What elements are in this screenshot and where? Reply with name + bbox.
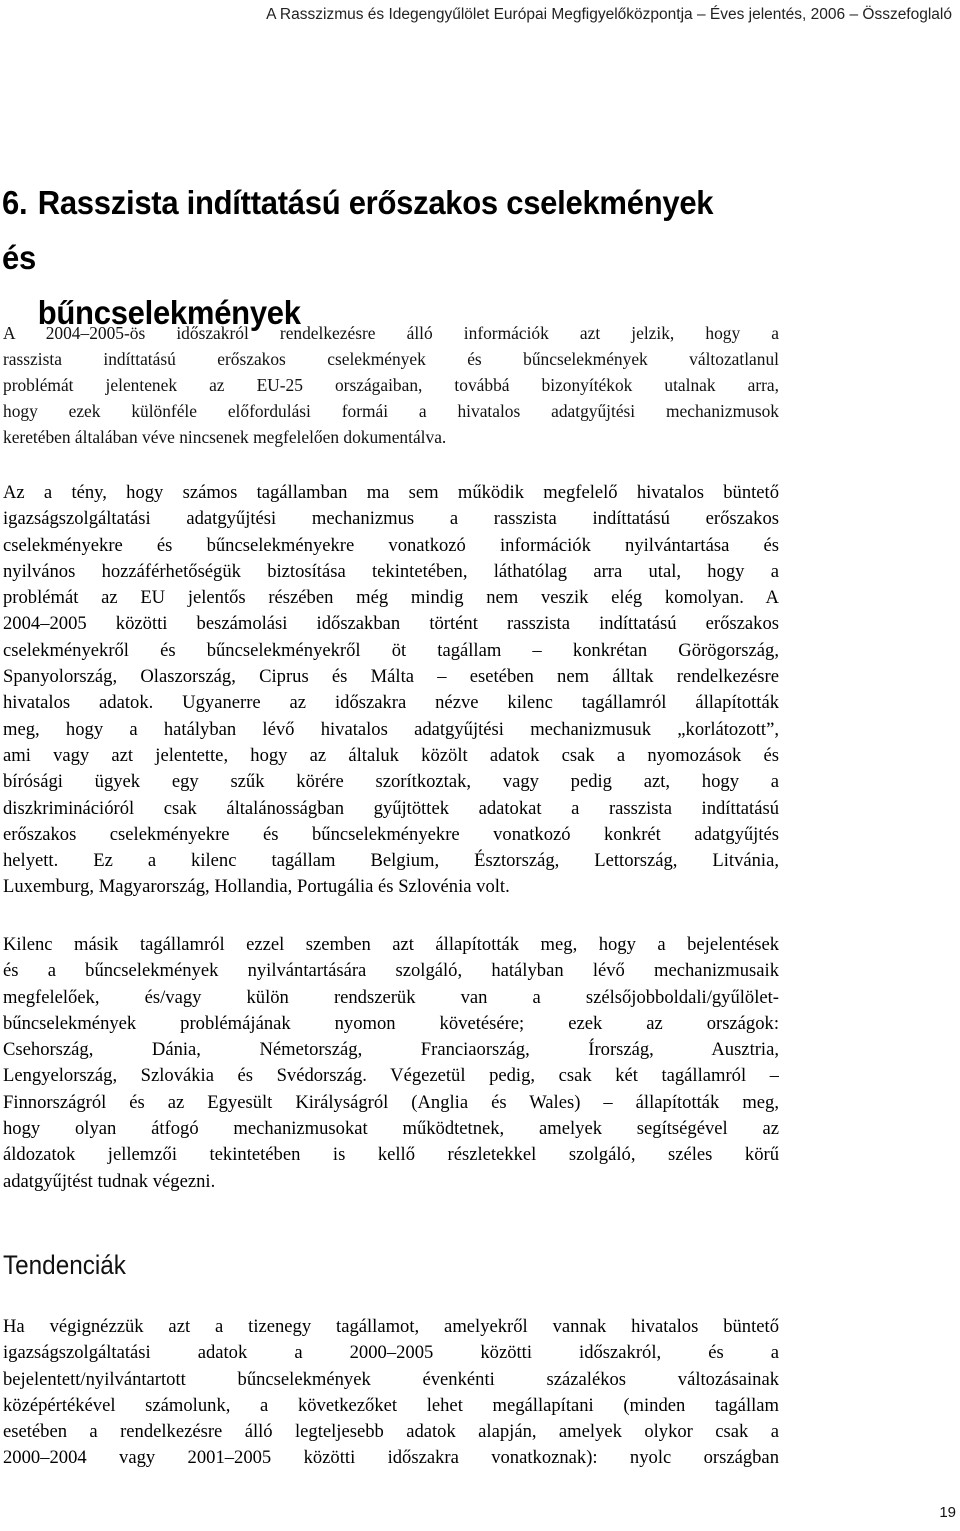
paragraph-line: hogy ezek különféle előfordulási formái a hivatalos adatgyűjtési mechanizmusok xyxy=(3,401,779,421)
paragraph-line: meg, hogy a hatályban lévő hivatalos adatgyűjtési mechanizmusuk „korlátozott”, xyxy=(3,718,779,740)
chapter-title-line2: bűncselekmények xyxy=(37,294,301,331)
paragraph-line: adatgyűjtést tudnak végezni. xyxy=(3,1170,216,1192)
paragraph-line: 2004–2005 közötti beszámolási időszakban történt rasszista indíttatású erőszakos xyxy=(3,613,779,635)
paragraph-line: Ha végignézzük azt a tizenegy tagállamot, amelyekről vannak hivatalos büntető xyxy=(3,1316,779,1337)
paragraph-line: bírósági ügyek egy szűk körére szorítkoztak, vagy pedig azt, hogy a xyxy=(3,771,779,793)
paragraph-line: Kilenc másik tagállamról ezzel szemben azt állapították meg, hogy a bejelentések xyxy=(3,934,779,955)
paragraph-data-collection xyxy=(3,480,779,901)
paragraph-line: problémát az EU jelentős részében még mindig nem veszik elég komolyan. A xyxy=(3,587,779,609)
paragraph-line: áldozatok jellemzői tekintetében is kellő részletekkel szolgáló, széles körű xyxy=(3,1144,779,1166)
paragraph-line: Lengyelország, Szlovákia és Svédország. Végezetül pedig, csak két tagállamról – xyxy=(3,1065,779,1087)
section-heading: Tendenciák xyxy=(3,1250,126,1280)
running-header: A Rasszizmus és Idegengyűlölet Európai Megfigyelőközpontja – Éves jelentés, 2006 – Összefoglaló xyxy=(266,6,952,23)
paragraph-line: igazságszolgáltatási adatok a 2000–2005 közötti időszakról, és a xyxy=(3,1342,779,1364)
paragraph-line: esetében a rendelkezésre álló legteljesebb adatok alapján, amelyek olykor csak a xyxy=(3,1421,779,1443)
paragraph-line: A 2004–2005-ös időszakról rendelkezésre álló információk azt jelzik, hogy a xyxy=(3,323,779,343)
paragraph-line: Spanyolország, Olaszország, Ciprus és Málta – esetében nem álltak rendelkezésre xyxy=(3,666,779,688)
paragraph-line: helyett. Ez a kilenc tagállam Belgium, Észtország, Lettország, Litvánia, xyxy=(3,850,779,872)
paragraph-line: hogy olyan átfogó mechanizmusokat működtetnek, amelyek segítségével az xyxy=(3,1118,779,1140)
paragraph-line: problémát jelentenek az EU-25 országaiban, továbbá bizonyítékok utalnak arra, xyxy=(3,375,779,395)
paragraph-line: 2000–2004 vagy 2001–2005 közötti időszakra vonatkoznak): nyolc országban xyxy=(3,1447,779,1469)
paragraph-line: Luxemburg, Magyarország, Hollandia, Portugália és Szlovénia volt. xyxy=(3,876,510,898)
paragraph-line: cselekményekről és bűncselekményekről öt tagállam – konkrétan Görögország, xyxy=(3,639,779,661)
paragraph-line: bűncselekmények problémájának nyomon követésére; ezek az országok: xyxy=(3,1012,779,1034)
paragraph-line: erőszakos cselekményekre és bűncselekményekre vonatkozó konkrét adatgyűjtés xyxy=(3,823,779,845)
paragraph-line: cselekményekre és bűncselekményekre vonatkozó információk nyilvántartása és xyxy=(3,534,779,556)
paragraph-line: bejelentett/nyilvántartott bűncselekmények évenkénti százalékos változásainak xyxy=(3,1368,779,1390)
paragraph-line: Az a tény, hogy számos tagállamban ma sem működik megfelelő hivatalos büntető xyxy=(3,482,779,503)
paragraph-trends xyxy=(3,1314,779,1472)
paragraph-line: hivatalos adatok. Ugyanerre az időszakra nézve kilenc tagállamról állapították xyxy=(3,692,779,714)
paragraph-adequate-mechanisms xyxy=(3,932,779,1195)
paragraph-line: keretében általában véve nincsenek megfelelően dokumentálva. xyxy=(3,427,447,447)
paragraph-line: Finnországról és az Egyesült Királyságról (Anglia és Wales) – állapították meg, xyxy=(3,1091,779,1113)
paragraph-line: igazságszolgáltatási adatgyűjtési mechanizmus a rasszista indíttatású erőszakos xyxy=(3,508,779,530)
paragraph-line: rasszista indíttatású erőszakos cselekmények és bűncselekmények változatlanul xyxy=(3,349,779,369)
paragraph-line: megfelelőek, és/vagy külön rendszerük van a szélsőjobboldali/gyűlölet- xyxy=(3,986,779,1008)
paragraph-line: Csehország, Dánia, Németország, Franciaország, Írország, Ausztria, xyxy=(3,1039,779,1061)
paragraph-line: középértékével számolunk, a következőket lehet megállapítani (minden tagállam xyxy=(3,1394,779,1416)
page-number: 19 xyxy=(939,1504,956,1521)
paragraph-line: nyilvános hozzáférhetőségük biztosítása tekintetében, láthatólag arra utal, hogy a xyxy=(3,560,779,582)
paragraph-line: diszkriminációról csak általánosságban gyűjtöttek adatokat a rasszista indíttatású xyxy=(3,797,779,819)
paragraph-line: ami vagy azt jelentette, hogy az általuk közölt adatok csak a nyomozások és xyxy=(3,744,779,766)
paragraph-line: és a bűncselekmények nyilvántartására szolgáló, hatályban lévő mechanizmusaik xyxy=(3,960,779,982)
chapter-title-line1: Rasszista indíttatású erőszakos cselekmények és xyxy=(2,184,714,276)
paragraph-intro xyxy=(3,320,779,450)
chapter-title xyxy=(2,175,754,340)
chapter-number: 6. xyxy=(2,184,28,221)
